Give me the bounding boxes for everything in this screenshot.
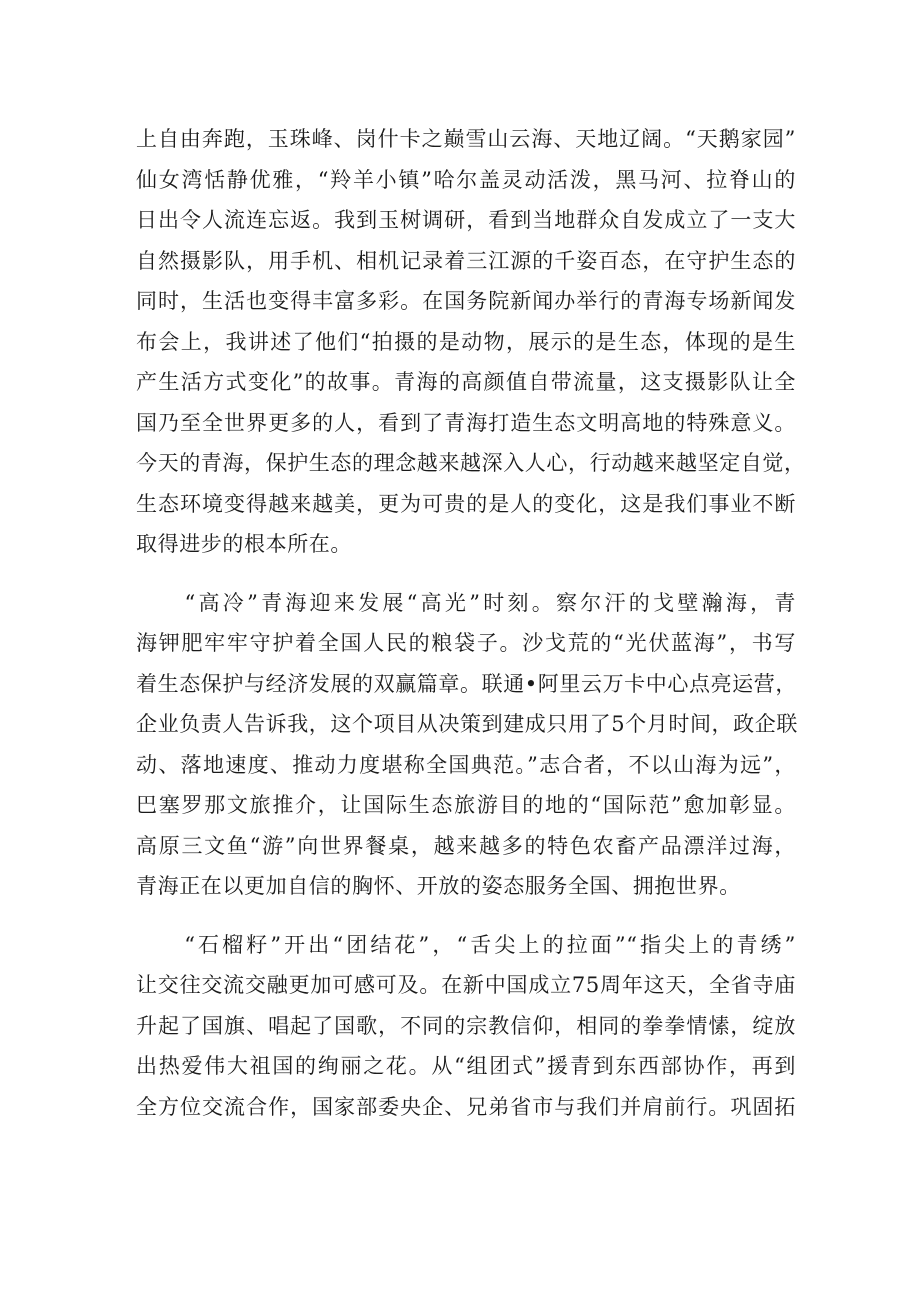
text-line: “高冷”青海迎来发展“高光”时刻。察尔汗的戈壁瀚海，青 [136, 590, 796, 615]
text-line: 让交往交流交融更加可感可及。在新中国成立75周年这天，全省寺庙 [136, 973, 796, 997]
text-line: 出热爱伟大祖国的绚丽之花。从“组团式”援青到东西部协作，再到 [136, 1054, 796, 1078]
text-line: 着生态保护与经济发展的双赢篇章。联通•阿里云万卡中心点亮运营， [136, 671, 797, 696]
text-line: 今天的青海，保护生态的理念越来越深入人心，行动越来越坚定自觉， [136, 451, 806, 475]
text-line: 日出令人流连忘返。我到玉树调研，看到当地群众自发成立了一支大 [136, 208, 796, 232]
text-line: 仙女湾恬静优雅，“羚羊小镇”哈尔盖灵动活泼，黑马河、拉脊山的 [136, 167, 796, 192]
text-line: 同时，生活也变得丰富多彩。在国务院新闻办举行的青海专场新闻发 [136, 289, 796, 313]
paragraph-unity [136, 925, 796, 1128]
text-line: 自然摄影队，用手机、相机记录着三江源的千姿百态，在守护生态的 [136, 248, 796, 273]
text-line: 高原三文鱼“游”向世界餐桌，越来越多的特色农畜产品漂洋过海， [136, 833, 796, 858]
text-line: 生态环境变得越来越美，更为可贵的是人的变化，这是我们事业不断 [136, 491, 796, 516]
text-line: 产生活方式变化”的故事。青海的高颜值自带流量，这支摄影队让全 [136, 370, 796, 394]
text-line: 国乃至全世界更多的人，看到了青海打造生态文明高地的特殊意义。 [136, 410, 796, 435]
text-line: 青海正在以更加自信的胸怀、开放的姿态服务全国、拥抱世界。 [136, 874, 741, 898]
text-line: 海钾肥牢牢守护着全国人民的粮袋子。沙戈荒的“光伏蓝海”，书写 [136, 631, 796, 655]
paragraph-development [136, 583, 796, 907]
text-line: 巴塞罗那文旅推介，让国际生态旅游目的地的“国际范”愈加彰显。 [136, 793, 796, 817]
text-line: 动、落地速度、推动力度堪称全国典范。”志合者，不以山海为远”， [136, 752, 796, 777]
document-body [136, 119, 806, 1127]
text-line: 上自由奔跑，玉珠峰、岗什卡之巅雪山云海、天地辽阔。“天鹅家园” [136, 127, 796, 151]
text-line: 取得进步的根本所在。 [136, 532, 352, 556]
text-line: 布会上，我讲述了他们“拍摄的是动物，展示的是生态，体现的是生 [136, 329, 796, 354]
text-line: “石榴籽”开出“团结花”，“舌尖上的拉面”“指尖上的青绣” [136, 932, 796, 957]
text-line: 企业负责人告诉我，这个项目从决策到建成只用了5个月时间，政企联 [136, 712, 798, 736]
paragraph-ecology [136, 119, 806, 565]
text-line: 升起了国旗、唱起了国歌，不同的宗教信仰，相同的拳拳情愫，绽放 [136, 1013, 796, 1038]
text-line: 全方位交流合作，国家部委央企、兄弟省市与我们并肩前行。巩固拓 [136, 1094, 796, 1119]
